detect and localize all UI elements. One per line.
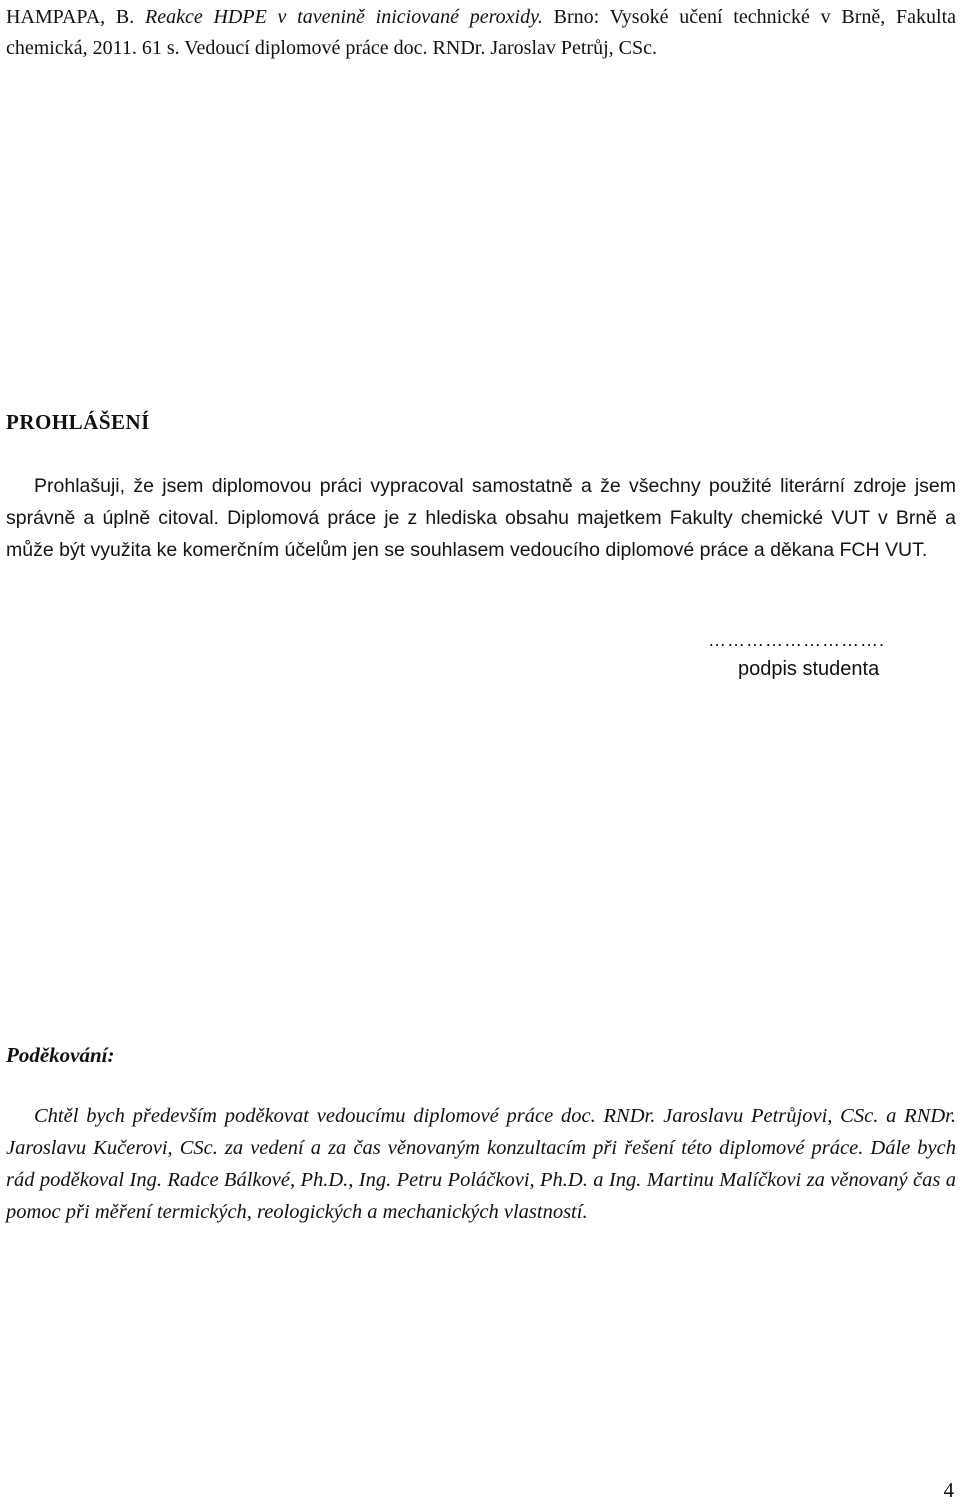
bibliographic-citation	[6, 2, 956, 64]
citation-author: HAMPAPA, B.	[6, 6, 135, 28]
citation-details: Brno: Vysoké učení technické v Brně, Fakulta chemická, 2011. 61 s. Vedoucí diplomové práce doc. RNDr. Jaroslav Petrůj, CSc.	[6, 6, 957, 59]
acknowledgement-text: Chtěl bych především poděkovat vedoucímu diplomové práce doc. RNDr. Jaroslavu Petrůjovi, CSc. a RNDr. Jaroslavu Kučerovi, CSc. za vedení a za čas věnovaným konzultacím při řešení této diplomové práce. Dále bych rád poděkoval Ing. Radce Bálkové, Ph.D., Ing. Petru Poláčkovi, Ph.D. a Ing. Martinu Malíčkovi za věnovaný čas a pomoc při měření termických, reologických a mechanických vlastností.	[6, 1105, 956, 1223]
citation-title: Reakce HDPE v tavenině iniciované peroxidy.	[145, 6, 543, 28]
declaration-text: Prohlašuji, že jsem diplomovou práci vypracoval samostatně a že všechny použité literární zdroje jsem správně a úplně citoval. Diplomová práce je z hlediska obsahu majetkem Fakulty chemické VUT v Brně a může být využita ke komerčním účelům jen se souhlasem vedoucího diplomové práce a děkana FCH VUT.	[6, 475, 956, 561]
declaration-heading: PROHLÁŠENÍ	[6, 410, 150, 434]
signature-line: ……………………….	[708, 630, 886, 650]
page-number: 4	[943, 1478, 954, 1502]
signature-label: podpis studenta	[738, 658, 880, 680]
signature-block	[600, 630, 960, 684]
acknowledgement-heading: Poděkování:	[6, 1043, 115, 1067]
